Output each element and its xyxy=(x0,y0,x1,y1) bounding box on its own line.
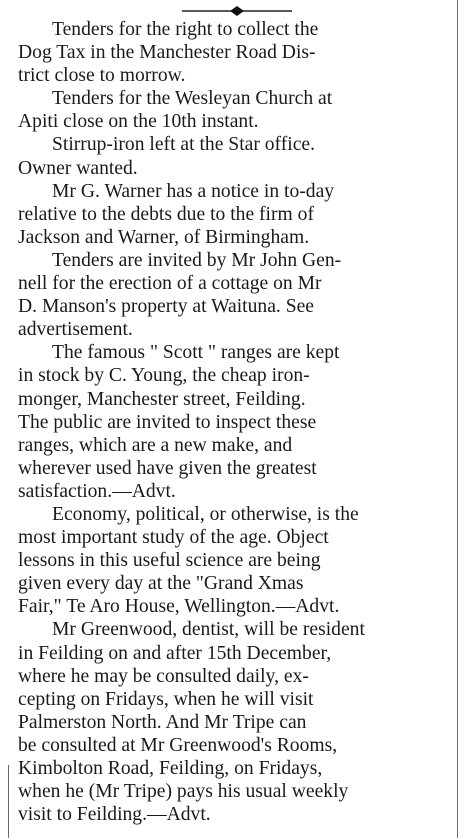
text-line: given every day at the "Grand Xmas xyxy=(18,573,304,595)
text-line: visit to Feilding.—Advt. xyxy=(18,804,211,826)
text-line: lessons in this useful science are being xyxy=(18,550,321,572)
text-line: be consulted at Mr Greenwood's Rooms, xyxy=(18,734,338,756)
paragraph-gennell-tenders xyxy=(18,249,456,341)
text-line: Mr G. Warner has a notice in to-day xyxy=(52,180,335,202)
text-line: Fair," Te Aro House, Wellington.—Advt. xyxy=(18,596,340,618)
paragraph-economy xyxy=(18,503,456,618)
text-line: in Feilding on and after 15th December, xyxy=(18,642,332,664)
paragraph-wesleyan-church xyxy=(18,87,456,133)
text-line: advertisement. xyxy=(18,319,133,341)
paragraph-warner-notice xyxy=(18,180,456,249)
column-rule-right xyxy=(457,0,458,838)
text-line: when he (Mr Tripe) pays his usual weekly xyxy=(18,781,349,803)
text-line: Dog Tax in the Manchester Road Dis- xyxy=(18,42,316,64)
text-line: The public are invited to inspect these xyxy=(18,411,317,433)
text-line: relative to the debts due to the firm of xyxy=(18,203,314,225)
text-line: wherever used have given the greatest xyxy=(18,457,317,479)
text-line: The famous " Scott " ranges are kept xyxy=(52,342,340,364)
text-line: most important study of the age. Object xyxy=(18,527,329,549)
text-line: Economy, political, or otherwise, is the xyxy=(52,503,359,525)
text-line: trict close to morrow. xyxy=(18,65,186,87)
text-line: Mr Greenwood, dentist, will be resident xyxy=(52,619,365,641)
ornament-divider xyxy=(182,6,292,16)
text-line: Owner wanted. xyxy=(18,157,138,179)
paragraph-scott-ranges xyxy=(18,341,456,503)
newspaper-column xyxy=(8,0,458,838)
paragraph-stirrup-iron xyxy=(18,133,456,179)
text-line: nell for the erection of a cottage on Mr xyxy=(18,273,322,295)
text-line: cepting on Fridays, when he will visit xyxy=(18,688,314,710)
text-line: Tenders for the right to collect the xyxy=(52,19,319,40)
text-line: D. Manson's property at Waituna. See xyxy=(18,296,314,318)
column-rule-left xyxy=(8,765,9,838)
text-line: Jackson and Warner, of Birmingham. xyxy=(18,226,310,248)
text-line: in stock by C. Young, the cheap iron- xyxy=(18,365,310,387)
article-text xyxy=(18,18,456,826)
text-line: Kimbolton Road, Feilding, on Fridays, xyxy=(18,758,323,779)
text-line: Apiti close on the 10th instant. xyxy=(18,111,259,133)
text-line: where he may be consulted daily, ex- xyxy=(18,665,309,687)
text-line: Tenders are invited by Mr John Gen- xyxy=(52,249,342,271)
text-line: Tenders for the Wesleyan Church at xyxy=(52,88,333,110)
text-line: monger, Manchester street, Feilding. xyxy=(18,388,306,410)
text-line: Stirrup-iron left at the Star office. xyxy=(52,134,315,156)
paragraph-greenwood-dentist xyxy=(18,618,456,826)
text-line: satisfaction.—Advt. xyxy=(18,480,176,502)
paragraph-dog-tax xyxy=(18,18,456,87)
text-line: Palmerston North. And Mr Tripe can xyxy=(18,711,307,733)
text-line: ranges, which are a new make, and xyxy=(18,434,293,456)
